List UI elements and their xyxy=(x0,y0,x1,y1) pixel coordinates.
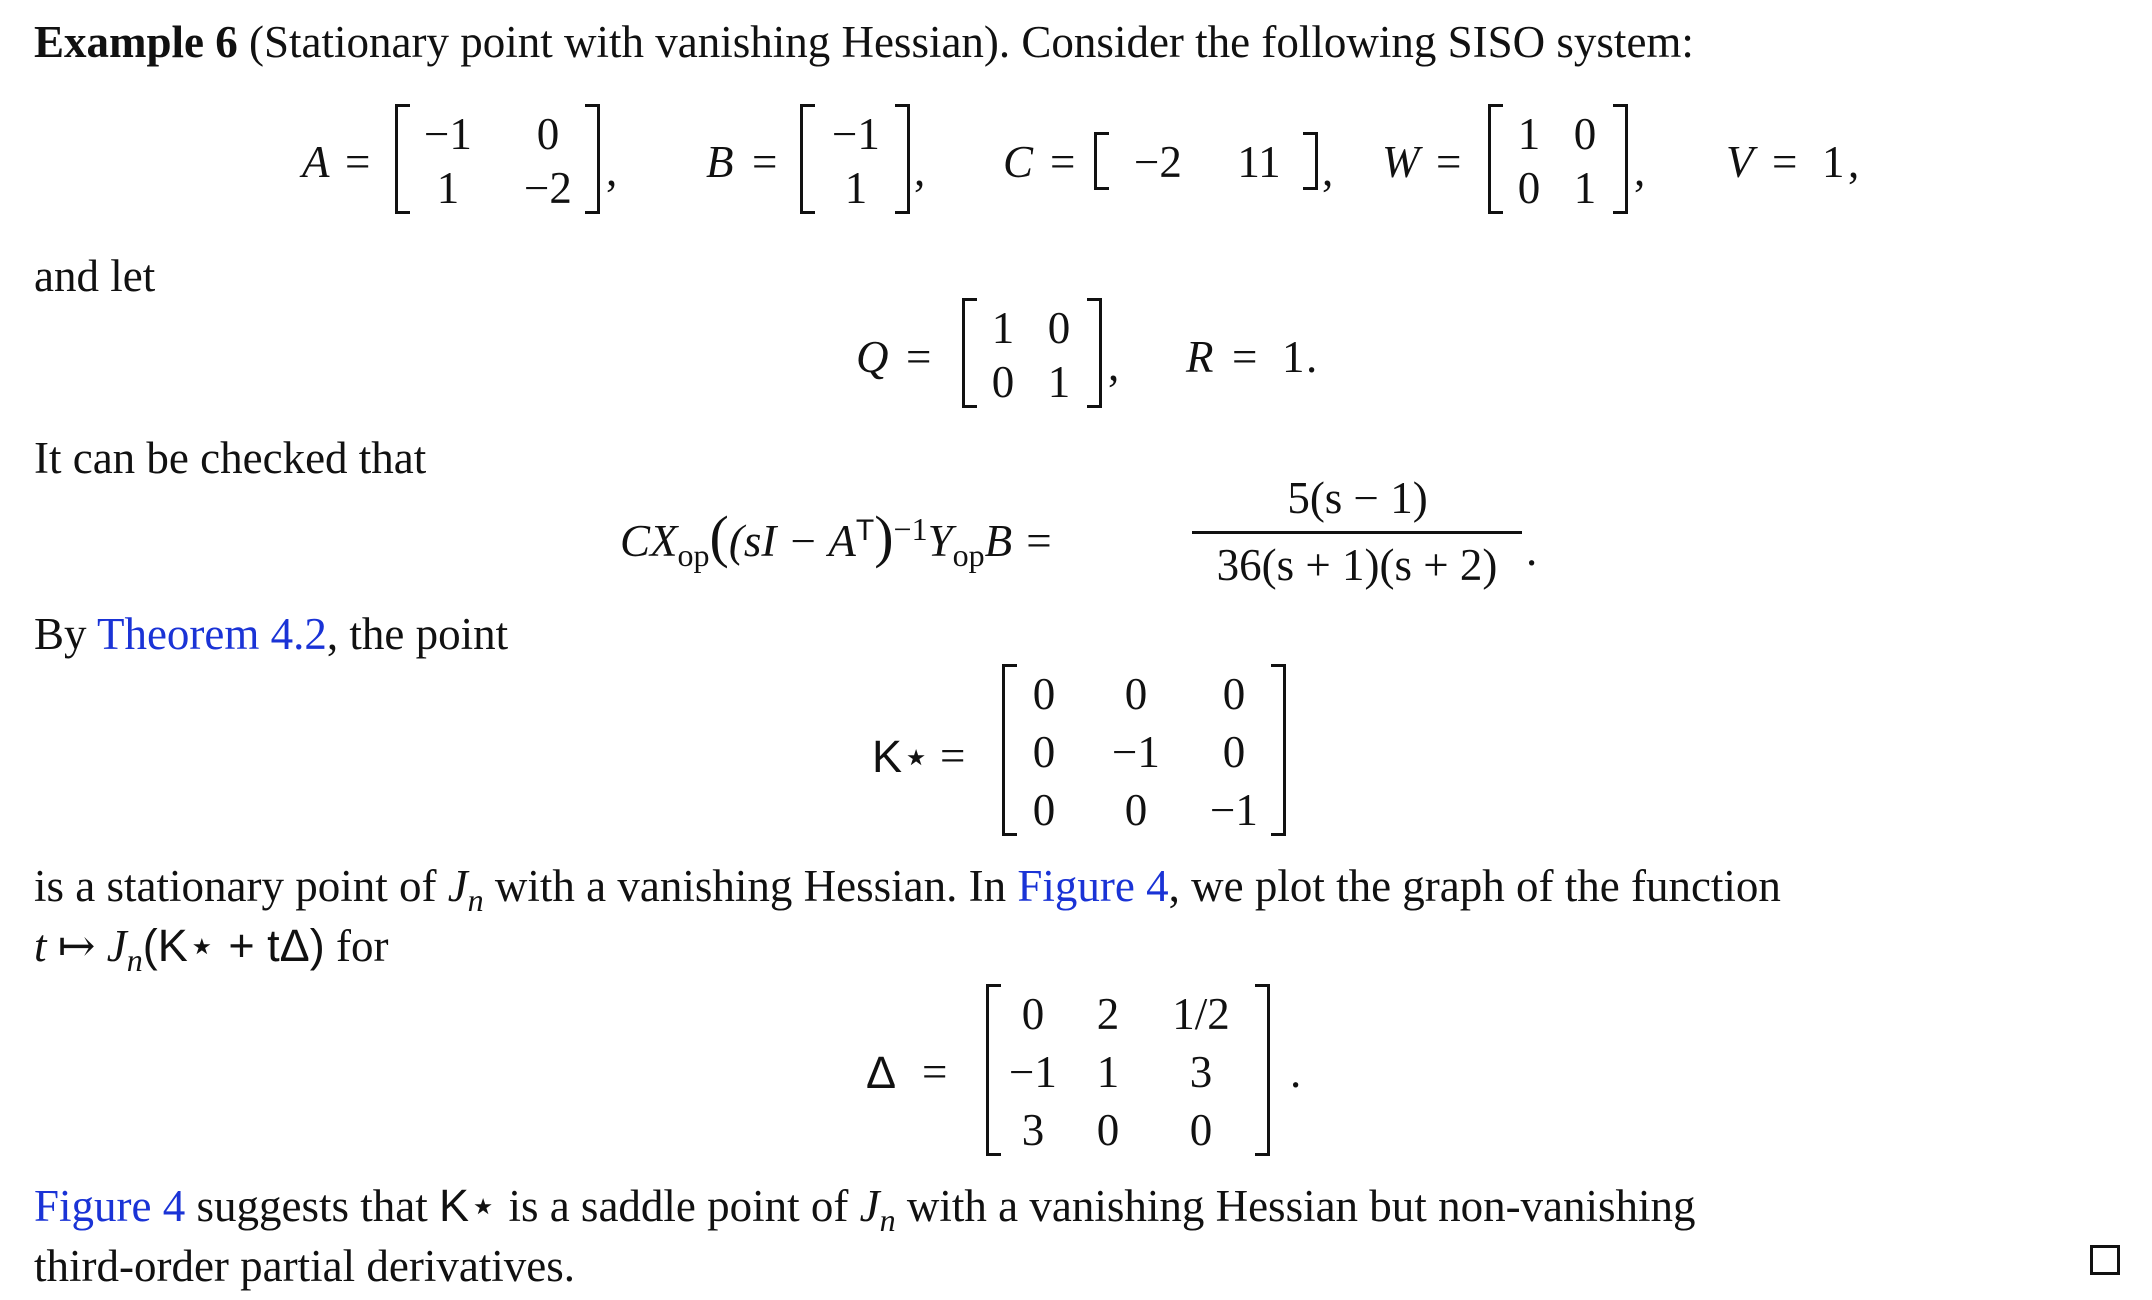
left-bracket xyxy=(962,298,977,408)
mapsto-symbol: ↦ xyxy=(46,921,107,971)
fraction-bar xyxy=(1192,531,1522,534)
left-bracket xyxy=(800,104,815,214)
matrix-B-name: B xyxy=(706,137,734,187)
matrix-cell: −1 xyxy=(1009,1047,1057,1097)
equals-sign: = xyxy=(940,731,966,781)
right-bracket xyxy=(1303,132,1318,190)
J-symbol: J xyxy=(106,921,127,971)
right-bracket xyxy=(1613,104,1628,214)
matrix-cell: 3 xyxy=(1189,1047,1213,1097)
delta-name: Δ xyxy=(866,1047,897,1098)
eq-Y: Y xyxy=(927,516,953,566)
kstar-name: K⋆ xyxy=(872,731,931,782)
period: . xyxy=(1290,1047,1302,1097)
matrix-cell: 11 xyxy=(1237,137,1281,187)
eq-paren-close: ) xyxy=(874,504,894,569)
equals-sign: = xyxy=(906,332,932,382)
matrix-cell: 0 xyxy=(1021,989,1045,1039)
matrix-cell: 0 xyxy=(1047,303,1071,353)
for-text: for xyxy=(324,921,389,971)
right-bracket xyxy=(1255,984,1270,1156)
V-name: V xyxy=(1726,137,1754,187)
text-span: is a saddle point of xyxy=(497,1181,860,1231)
map-line xyxy=(34,916,2134,990)
right-bracket xyxy=(1087,298,1102,408)
matrix-W xyxy=(1488,104,1628,214)
matrix-cell: 0 xyxy=(1032,669,1056,719)
eq-X: X xyxy=(650,516,678,566)
matrix-cell: −1 xyxy=(1112,727,1160,777)
matrix-Kstar xyxy=(1002,664,1286,836)
matrix-cell: 0 xyxy=(1032,785,1056,835)
text-span: suggests that xyxy=(185,1181,439,1231)
matrix-cell: −1 xyxy=(1210,785,1258,835)
matrix-cell: 0 xyxy=(536,109,560,159)
matrix-cell: 1 xyxy=(1517,109,1541,159)
matrix-A-name: A xyxy=(302,137,330,187)
right-bracket xyxy=(895,104,910,214)
figure-link-2[interactable]: Figure 4 xyxy=(34,1181,186,1231)
matrix-cell: 0 xyxy=(1189,1105,1213,1155)
equals-sign: = xyxy=(1772,137,1798,187)
text-span: , we plot the graph of the function xyxy=(1168,861,1781,911)
matrix-cell: 1 xyxy=(844,163,868,213)
left-bracket xyxy=(395,104,410,214)
figure-link[interactable]: Figure 4 xyxy=(1017,861,1169,911)
comma: , xyxy=(1322,145,1334,195)
comma: , xyxy=(1848,137,1860,187)
example-label: Example 6 xyxy=(34,17,238,67)
third-order-line: third-order partial derivatives. xyxy=(34,1241,576,1291)
matrix-cell: 0 xyxy=(1124,669,1148,719)
matrix-cell: 0 xyxy=(1517,163,1541,213)
equals-sign: = xyxy=(752,137,778,187)
V-value: 1 xyxy=(1822,137,1845,187)
matrix-cell: 1/2 xyxy=(1172,989,1230,1039)
the-point-text: , the point xyxy=(326,609,509,659)
matrix-cell: 0 xyxy=(1124,785,1148,835)
matrix-cell: −2 xyxy=(524,163,572,213)
equals-sign: = xyxy=(1232,332,1258,382)
matrix-cell: 0 xyxy=(1032,727,1056,777)
matrix-cell: 3 xyxy=(1021,1105,1045,1155)
example-title: (Stationary point with vanishing Hessian). xyxy=(249,17,1011,67)
theorem-line xyxy=(34,604,2134,664)
matrix-cell: 0 xyxy=(1222,727,1246,777)
comma: , xyxy=(1634,145,1646,195)
theorem-link[interactable]: Theorem 4.2 xyxy=(96,609,327,659)
eq-op-sub: op xyxy=(677,537,710,573)
eq-mid: (sI − A xyxy=(728,516,856,566)
period: . xyxy=(1526,525,1538,575)
matrix-cell: 1 xyxy=(1573,163,1597,213)
matrix-Delta xyxy=(986,984,1270,1156)
matrix-W-name: W xyxy=(1382,137,1420,187)
R-value: 1 xyxy=(1282,332,1305,382)
matrix-B xyxy=(800,104,910,214)
qed-box-icon xyxy=(2090,1245,2120,1275)
matrix-C xyxy=(1094,132,1318,190)
and-let-line: and let xyxy=(34,251,156,301)
eq-transpose: T xyxy=(855,514,875,547)
matrix-cell: 0 xyxy=(1573,109,1597,159)
matrix-A xyxy=(395,104,600,214)
example-intro: Consider the following SISO system: xyxy=(1010,17,1694,67)
matrix-Q-name: Q xyxy=(856,332,889,382)
comma: , xyxy=(1108,340,1120,390)
text-span: with a vanishing Hessian but non-vanishing xyxy=(895,1181,1696,1231)
J-symbol: J xyxy=(859,1181,880,1231)
matrix-cell: 1 xyxy=(991,303,1015,353)
J-symbol: J xyxy=(447,861,468,911)
map-argument: (K⋆ + tΔ) xyxy=(142,920,325,971)
equation-lhs xyxy=(620,504,1054,573)
matrix-cell: 0 xyxy=(991,357,1015,407)
kstar-inline: K⋆ xyxy=(439,1180,498,1231)
eq-paren-open: ( xyxy=(709,504,729,569)
right-bracket xyxy=(585,104,600,214)
matrix-cell: −1 xyxy=(424,109,472,159)
equals-sign: = xyxy=(922,1047,948,1097)
equals-sign: = xyxy=(1050,137,1076,187)
matrix-cell: −2 xyxy=(1134,137,1182,187)
R-name: R xyxy=(1186,332,1214,382)
fraction-numerator: 5(s − 1) xyxy=(1287,473,1428,523)
eq-inverse: −1 xyxy=(893,511,928,547)
checked-line: It can be checked that xyxy=(34,433,427,483)
matrix-C-name: C xyxy=(1003,137,1034,187)
eq-op-sub-2: op xyxy=(952,537,985,573)
left-bracket xyxy=(1094,132,1109,190)
text-span: is a stationary point of xyxy=(34,861,448,911)
matrix-cell: 1 xyxy=(1096,1047,1120,1097)
matrix-cell: 1 xyxy=(1047,357,1071,407)
matrix-cell: 2 xyxy=(1096,989,1120,1039)
matrix-cell: 1 xyxy=(436,163,460,213)
n-subscript: n xyxy=(126,942,143,978)
comma: , xyxy=(606,145,618,195)
equals-sign: = xyxy=(345,137,371,187)
t-symbol: t xyxy=(34,921,47,971)
eq-C: C xyxy=(620,516,651,566)
comma: , xyxy=(914,145,926,195)
text-span: with a vanishing Hessian. In xyxy=(483,861,1018,911)
matrix-Q xyxy=(962,298,1102,408)
matrix-cell: 0 xyxy=(1222,669,1246,719)
by-text: By xyxy=(34,609,97,659)
example-heading-line xyxy=(34,12,2134,72)
period: . xyxy=(1306,332,1318,382)
matrix-cell: 0 xyxy=(1096,1105,1120,1155)
matrix-cell: −1 xyxy=(832,109,880,159)
fraction-denominator: 36(s + 1)(s + 2) xyxy=(1216,540,1498,590)
left-bracket xyxy=(1488,104,1503,214)
n-subscript: n xyxy=(879,1202,896,1238)
n-subscript: n xyxy=(467,882,484,918)
equals-sign: = xyxy=(1436,137,1462,187)
eq-B: B = xyxy=(984,516,1054,566)
